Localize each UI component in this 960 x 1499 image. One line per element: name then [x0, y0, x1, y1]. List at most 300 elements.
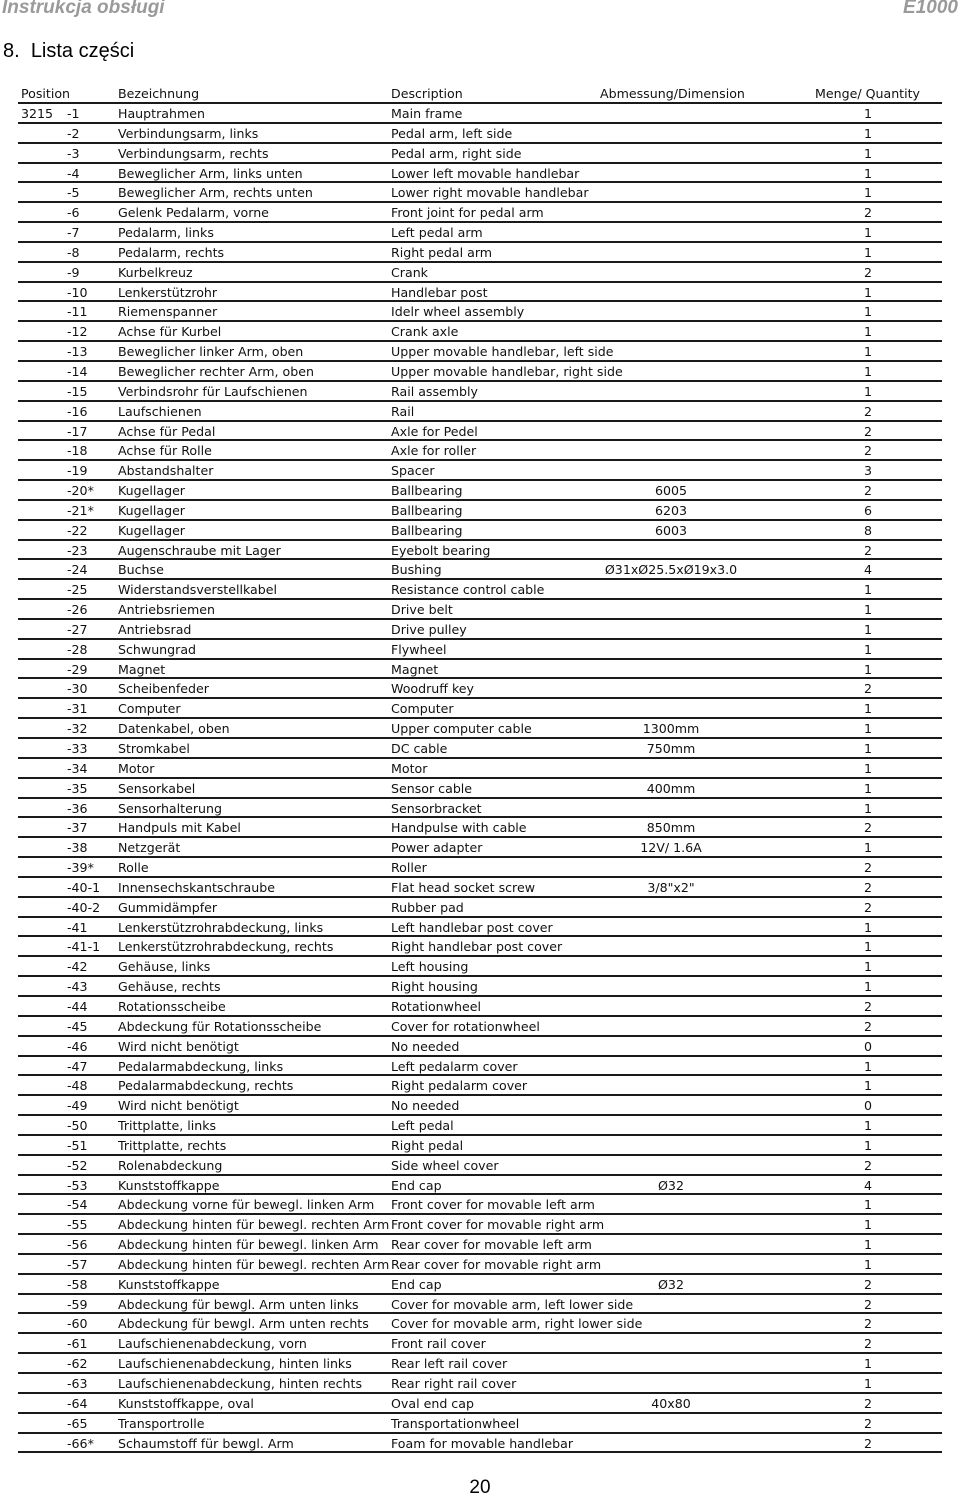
- row-bezeichnung: Beweglicher rechter Arm, oben: [118, 363, 314, 379]
- row-description: Lower right movable handlebar: [391, 185, 589, 201]
- row-description: Roller: [391, 860, 427, 876]
- row-description: Left pedalarm cover: [391, 1058, 518, 1074]
- row-group-number: 3215: [21, 106, 54, 121]
- row-quantity: 1: [863, 840, 872, 856]
- section-title: Lista części: [30, 40, 135, 62]
- row-position: -52: [67, 1157, 88, 1173]
- table-row: [18, 997, 942, 1017]
- row-bezeichnung: Verbindungsarm, rechts: [118, 145, 269, 161]
- row-description: Cover for rotationwheel: [391, 1018, 540, 1034]
- table-row: [18, 1314, 942, 1334]
- row-quantity: 1: [863, 165, 872, 181]
- row-position: -18: [67, 443, 88, 459]
- row-bezeichnung: Rolenabdeckung: [118, 1157, 223, 1173]
- row-position: -48: [67, 1078, 88, 1094]
- table-row: [18, 1354, 942, 1374]
- table-row: [18, 1414, 942, 1434]
- table-row: [18, 660, 942, 680]
- row-bezeichnung: Stromkabel: [118, 741, 190, 756]
- table-row: [18, 164, 942, 184]
- row-bezeichnung: Laufschienenabdeckung, hinten rechts: [118, 1376, 363, 1391]
- row-dimension: Ø31xØ25.5xØ19x3.0: [604, 562, 738, 578]
- row-quantity: 1: [863, 979, 872, 995]
- row-description: Main frame: [391, 106, 463, 121]
- row-bezeichnung: Schaumstoff für bewgl. Arm: [118, 1435, 294, 1451]
- row-bezeichnung: Laufschienen: [118, 403, 202, 419]
- row-position: -56: [67, 1237, 88, 1253]
- row-quantity: 2: [863, 1018, 872, 1034]
- table-row: [18, 799, 942, 819]
- row-quantity: 1: [863, 125, 872, 141]
- row-bezeichnung: Beweglicher Arm, links unten: [118, 165, 303, 181]
- row-description: Pedal arm, left side: [391, 125, 513, 141]
- table-row: [18, 342, 942, 362]
- row-position: -44: [67, 998, 88, 1014]
- table-row: [18, 838, 942, 858]
- row-quantity: 1: [863, 284, 872, 300]
- row-bezeichnung: Pedalarm, links: [118, 225, 214, 241]
- row-dimension: Ø32: [658, 1177, 684, 1193]
- row-bezeichnung: Sensorhalterung: [118, 800, 222, 816]
- row-position: -34: [67, 760, 88, 776]
- row-description: Right pedal arm: [391, 244, 493, 260]
- row-position: -22: [67, 522, 88, 538]
- table-row: [18, 322, 942, 342]
- row-position: -51: [67, 1137, 88, 1153]
- table-row: [18, 898, 942, 918]
- table-row: [18, 1136, 942, 1156]
- row-position: -12: [67, 324, 88, 340]
- table-row: [18, 1394, 942, 1414]
- row-dimension: 40x80: [651, 1395, 691, 1411]
- row-description: Drive pulley: [391, 621, 467, 637]
- row-description: Ballbearing: [391, 483, 463, 499]
- row-position: -38: [67, 840, 88, 856]
- row-position: -11: [67, 304, 88, 320]
- row-description: Woodruff key: [391, 681, 475, 697]
- row-quantity: 2: [863, 820, 872, 836]
- row-position: -54: [67, 1197, 88, 1213]
- row-position: -27: [67, 621, 88, 637]
- row-quantity: 1: [863, 106, 872, 121]
- table-row: [18, 183, 942, 203]
- row-position: -59: [67, 1296, 88, 1312]
- row-quantity: 1: [863, 363, 872, 379]
- table-row: [18, 1434, 942, 1454]
- row-description: Axle for Pedel: [391, 423, 478, 439]
- row-position: -16: [67, 403, 88, 419]
- table-row: [18, 1076, 942, 1096]
- table-row: [18, 1374, 942, 1394]
- row-quantity: 1: [863, 621, 872, 637]
- row-bezeichnung: Gehäuse, links: [118, 959, 211, 975]
- row-position: -50: [67, 1118, 88, 1134]
- row-description: Power adapter: [391, 840, 483, 856]
- row-position: -45: [67, 1018, 88, 1034]
- row-quantity: 1: [863, 959, 872, 975]
- row-bezeichnung: Abstandshalter: [118, 463, 214, 479]
- row-position: -64: [67, 1395, 88, 1411]
- row-description: Axle for roller: [391, 443, 477, 459]
- table-row: [18, 422, 942, 442]
- row-description: Ballbearing: [391, 502, 463, 518]
- page-number: 20: [469, 1477, 491, 1498]
- row-quantity: 1: [863, 1376, 872, 1391]
- row-quantity: 1: [863, 780, 872, 796]
- row-bezeichnung: Trittplatte, rechts: [118, 1137, 227, 1153]
- row-quantity: 2: [863, 264, 872, 280]
- row-position: -28: [67, 641, 88, 657]
- row-quantity: 1: [863, 1078, 872, 1094]
- row-position: -1: [67, 106, 80, 121]
- row-description: Sensorbracket: [391, 800, 482, 816]
- table-row: [18, 818, 942, 838]
- row-quantity: 1: [863, 145, 872, 161]
- row-description: Side wheel cover: [391, 1157, 499, 1173]
- row-quantity: 2: [863, 542, 872, 558]
- table-row: [18, 362, 942, 382]
- row-bezeichnung: Motor: [118, 760, 155, 776]
- row-bezeichnung: Gehäuse, rechts: [118, 979, 221, 995]
- table-row: [18, 719, 942, 739]
- row-position: -10: [67, 284, 88, 300]
- row-quantity: 1: [863, 185, 872, 201]
- row-quantity: 0: [863, 1098, 872, 1114]
- row-bezeichnung: Verbindsrohr für Laufschienen: [118, 383, 308, 399]
- row-description: Left housing: [391, 959, 469, 975]
- row-quantity: 2: [863, 1276, 872, 1292]
- row-quantity: 2: [863, 681, 872, 697]
- header-manual-title: Instrukcja obsługi: [2, 0, 165, 18]
- row-quantity: 1: [863, 800, 872, 816]
- table-row: [18, 1176, 942, 1196]
- row-bezeichnung: Laufschienenabdeckung, vorn: [118, 1336, 307, 1352]
- row-position: -57: [67, 1256, 88, 1272]
- table-row: [18, 1057, 942, 1077]
- row-quantity: 1: [863, 919, 872, 935]
- row-position: -4: [67, 165, 80, 181]
- row-position: -5: [67, 185, 80, 201]
- row-quantity: 2: [863, 1336, 872, 1352]
- table-row: [18, 759, 942, 779]
- table-row: [18, 878, 942, 898]
- row-position: -29: [67, 661, 88, 677]
- row-description: No needed: [391, 1038, 460, 1054]
- row-quantity: 1: [863, 344, 872, 360]
- row-quantity: 1: [863, 1118, 872, 1134]
- row-quantity: 1: [863, 1256, 872, 1272]
- row-bezeichnung: Datenkabel, oben: [118, 721, 230, 737]
- section-number: 8.: [3, 40, 20, 62]
- row-position: -24: [67, 562, 88, 578]
- row-dimension: 6005: [654, 483, 688, 499]
- row-bezeichnung: Kurbelkreuz: [118, 264, 193, 280]
- row-bezeichnung: Kunststoffkappe: [118, 1276, 220, 1292]
- row-description: End cap: [391, 1177, 442, 1193]
- row-position: -14: [67, 363, 88, 379]
- row-dimension: 850mm: [646, 820, 696, 836]
- row-bezeichnung: Achse für Rolle: [118, 443, 212, 459]
- row-description: Ballbearing: [391, 522, 463, 538]
- row-quantity: 2: [863, 423, 872, 439]
- row-bezeichnung: Kunststoffkappe, oval: [118, 1395, 254, 1411]
- row-description: Sensor cable: [391, 780, 473, 796]
- row-quantity: 1: [863, 1356, 872, 1372]
- row-description: Front joint for pedal arm: [391, 205, 544, 221]
- row-quantity: 6: [863, 502, 872, 518]
- row-position: -17: [67, 423, 88, 439]
- row-quantity: 1: [863, 701, 872, 717]
- row-description: Handpulse with cable: [391, 820, 527, 836]
- row-description: Transportationwheel: [391, 1415, 520, 1431]
- table-row: [18, 679, 942, 699]
- row-quantity: 1: [863, 721, 872, 737]
- table-row: [18, 1334, 942, 1354]
- row-position: -39*: [67, 860, 94, 876]
- row-position: -23: [67, 542, 88, 558]
- row-quantity: 2: [863, 860, 872, 876]
- row-position: -62: [67, 1356, 88, 1372]
- row-bezeichnung: Buchse: [118, 562, 164, 578]
- row-description: Right pedal: [391, 1137, 464, 1153]
- row-quantity: 1: [863, 1058, 872, 1074]
- table-row: [18, 1215, 942, 1235]
- row-quantity: 1: [863, 939, 872, 955]
- row-description: Left pedal arm: [391, 225, 483, 241]
- column-header-bezeichnung: Bezeichnung: [118, 86, 200, 101]
- row-bezeichnung: Wird nicht benötigt: [118, 1098, 239, 1114]
- row-position: -43: [67, 979, 88, 995]
- table-row: [18, 203, 942, 223]
- row-bezeichnung: Schwungrad: [118, 641, 197, 657]
- row-position: -49: [67, 1098, 88, 1114]
- table-row: [18, 521, 942, 541]
- row-dimension: 12V/ 1.6A: [640, 840, 702, 856]
- table-row: [18, 977, 942, 997]
- row-position: -37: [67, 820, 88, 836]
- row-bezeichnung: Achse für Pedal: [118, 423, 216, 439]
- row-description: Rear left rail cover: [391, 1356, 508, 1372]
- row-position: -41: [67, 919, 88, 935]
- row-bezeichnung: Netzgerät: [118, 840, 181, 856]
- row-bezeichnung: Rolle: [118, 860, 149, 876]
- row-bezeichnung: Augenschraube mit Lager: [118, 542, 281, 558]
- row-dimension: 6003: [654, 522, 688, 538]
- row-quantity: 2: [863, 1296, 872, 1312]
- table-row: [18, 1275, 942, 1295]
- row-quantity: 1: [863, 760, 872, 776]
- row-quantity: 2: [863, 205, 872, 221]
- row-bezeichnung: Wird nicht benötigt: [118, 1038, 239, 1054]
- row-bezeichnung: Pedalarmabdeckung, links: [118, 1058, 284, 1074]
- table-row: [18, 620, 942, 640]
- row-quantity: 2: [863, 1435, 872, 1451]
- table-row: [18, 223, 942, 243]
- table-row: [18, 263, 942, 283]
- row-position: -21*: [67, 502, 94, 518]
- table-row: [18, 402, 942, 422]
- row-description: Magnet: [391, 661, 439, 677]
- row-bezeichnung: Abdeckung für bewgl. Arm unten links: [118, 1296, 359, 1312]
- row-description: Resistance control cable: [391, 582, 545, 598]
- row-description: Rear cover for movable right arm: [391, 1256, 602, 1272]
- row-bezeichnung: Abdeckung hinten für bewegl. rechten Arm: [118, 1217, 390, 1233]
- table-row: [18, 302, 942, 322]
- table-row: [18, 441, 942, 461]
- row-bezeichnung: Abdeckung hinten für bewegl. linken Arm: [118, 1237, 379, 1253]
- table-row: [18, 937, 942, 957]
- row-position: -6: [67, 205, 80, 221]
- table-row: [18, 124, 942, 144]
- table-row: [18, 1195, 942, 1215]
- table-row: [18, 640, 942, 660]
- row-description: Rail: [391, 403, 415, 419]
- row-position: -35: [67, 780, 88, 796]
- row-position: -42: [67, 959, 88, 975]
- table-row: [18, 600, 942, 620]
- row-quantity: 2: [863, 1157, 872, 1173]
- row-quantity: 1: [863, 1237, 872, 1253]
- table-row: [18, 1017, 942, 1037]
- row-bezeichnung: Scheibenfeder: [118, 681, 209, 697]
- row-quantity: 2: [863, 443, 872, 459]
- row-bezeichnung: Hauptrahmen: [118, 106, 205, 121]
- row-description: Upper movable handlebar, right side: [391, 363, 623, 379]
- row-description: Motor: [391, 760, 428, 776]
- row-quantity: 1: [863, 641, 872, 657]
- row-description: Lower left movable handlebar: [391, 165, 580, 181]
- row-position: -8: [67, 244, 80, 260]
- row-description: Spacer: [391, 463, 435, 479]
- row-position: -40-1: [67, 879, 101, 895]
- row-description: Cover for movable arm, left lower side: [391, 1296, 634, 1312]
- row-bezeichnung: Lenkerstützrohr: [118, 284, 218, 300]
- row-description: Rubber pad: [391, 899, 464, 915]
- row-description: Upper computer cable: [391, 721, 532, 737]
- row-bezeichnung: Antriebsriemen: [118, 602, 215, 618]
- row-bezeichnung: Abdeckung für Rotationsscheibe: [118, 1018, 322, 1034]
- table-row: [18, 104, 942, 124]
- row-description: Eyebolt bearing: [391, 542, 491, 558]
- row-description: Handlebar post: [391, 284, 488, 300]
- row-quantity: 2: [863, 899, 872, 915]
- row-position: -66*: [67, 1435, 94, 1451]
- row-description: Right housing: [391, 979, 478, 995]
- row-quantity: 1: [863, 602, 872, 618]
- row-quantity: 1: [863, 383, 872, 399]
- row-bezeichnung: Handpuls mit Kabel: [118, 820, 241, 836]
- row-description: Pedal arm, right side: [391, 145, 522, 161]
- row-position: -55: [67, 1217, 88, 1233]
- row-quantity: 1: [863, 1217, 872, 1233]
- row-dimension: 3/8"x2": [647, 879, 695, 895]
- row-description: Crank: [391, 264, 428, 280]
- row-bezeichnung: Gelenk Pedalarm, vorne: [118, 205, 269, 221]
- row-quantity: 4: [863, 562, 872, 578]
- row-position: -41-1: [67, 939, 101, 955]
- row-quantity: 1: [863, 661, 872, 677]
- row-description: No needed: [391, 1098, 460, 1114]
- row-position: -2: [67, 125, 80, 141]
- row-bezeichnung: Kugellager: [118, 483, 185, 499]
- table-row: [18, 501, 942, 521]
- row-quantity: 1: [863, 741, 872, 756]
- table-row: [18, 382, 942, 402]
- row-quantity: 1: [863, 304, 872, 320]
- table-row: [18, 243, 942, 263]
- row-position: -9: [67, 264, 80, 280]
- row-dimension: Ø32: [658, 1276, 684, 1292]
- table-header-row: [18, 84, 942, 104]
- row-position: -19: [67, 463, 88, 479]
- row-quantity: 2: [863, 1316, 872, 1332]
- table-row: [18, 560, 942, 580]
- table-row: [18, 541, 942, 561]
- row-bezeichnung: Kunststoffkappe: [118, 1177, 220, 1193]
- row-position: -15: [67, 383, 88, 399]
- row-description: Foam for movable handlebar: [391, 1435, 574, 1451]
- row-position: -63: [67, 1376, 88, 1391]
- row-bezeichnung: Lenkerstützrohrabdeckung, links: [118, 919, 324, 935]
- row-bezeichnung: Beweglicher Arm, rechts unten: [118, 185, 313, 201]
- row-position: -61: [67, 1336, 88, 1352]
- row-quantity: 1: [863, 244, 872, 260]
- table-row: [18, 1295, 942, 1315]
- row-quantity: 2: [863, 1395, 872, 1411]
- row-position: -26: [67, 602, 88, 618]
- table-row: [18, 858, 942, 878]
- table-row: [18, 283, 942, 303]
- row-bezeichnung: Riemenspanner: [118, 304, 218, 320]
- row-bezeichnung: Computer: [118, 701, 181, 717]
- row-bezeichnung: Lenkerstützrohrabdeckung, rechts: [118, 939, 334, 955]
- row-position: -47: [67, 1058, 88, 1074]
- row-description: End cap: [391, 1276, 442, 1292]
- table-row: [18, 1255, 942, 1275]
- row-bezeichnung: Beweglicher linker Arm, oben: [118, 344, 304, 360]
- row-bezeichnung: Antriebsrad: [118, 621, 192, 637]
- table-row: [18, 699, 942, 719]
- row-quantity: 1: [863, 324, 872, 340]
- row-position: -60: [67, 1316, 88, 1332]
- row-description: Bushing: [391, 562, 442, 578]
- table-row: [18, 481, 942, 501]
- header-model-name: E1000: [903, 0, 958, 18]
- row-description: Flat head socket screw: [391, 879, 536, 895]
- column-header-description: Description: [391, 86, 463, 101]
- row-description: Rail assembly: [391, 383, 478, 399]
- row-quantity: 1: [863, 582, 872, 598]
- row-description: Rear cover for movable left arm: [391, 1237, 592, 1253]
- table-body: [18, 104, 942, 1453]
- row-bezeichnung: Abdeckung hinten für bewegl. rechten Arm: [118, 1256, 390, 1272]
- row-quantity: 2: [863, 879, 872, 895]
- table-row: [18, 739, 942, 759]
- row-quantity: 1: [863, 1197, 872, 1213]
- row-bezeichnung: Widerstandsverstellkabel: [118, 582, 278, 598]
- row-position: -7: [67, 225, 80, 241]
- row-quantity: 4: [863, 1177, 872, 1193]
- column-header-quantity: Menge/ Quantity: [815, 86, 921, 101]
- row-description: Left pedal: [391, 1118, 454, 1134]
- row-quantity: 2: [863, 1415, 872, 1431]
- row-bezeichnung: Magnet: [118, 661, 166, 677]
- table-row: [18, 1156, 942, 1176]
- table-row: [18, 779, 942, 799]
- column-header-dimension: Abmessung/Dimension: [600, 86, 745, 101]
- row-dimension: 6203: [654, 502, 688, 518]
- row-position: -36: [67, 800, 88, 816]
